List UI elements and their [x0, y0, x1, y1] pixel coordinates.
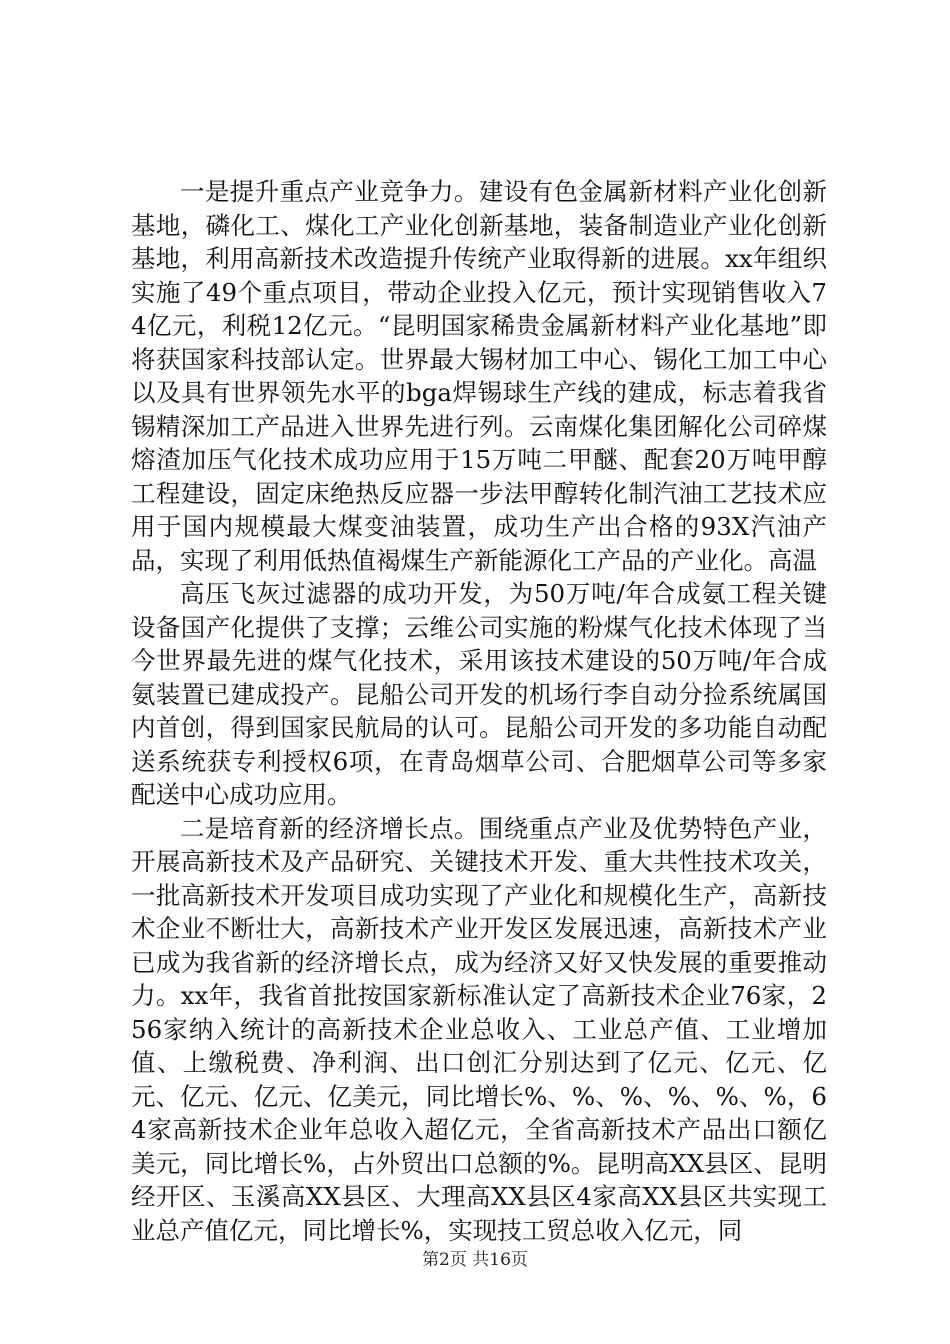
- paragraph-1: 一是提升重点产业竞争力。建设有色金属新材料产业化创新基地，磷化工、煤化工产业化创新基地，装备制造业产业化创新基地，利用高新技术改造提升传统产业取得新的进展。xx年组织实施了49个重点项目，带动企业投入亿元，预计实现销售收入74亿元，利税12亿元。“昆明国家稀贵金属新材料产业化基地”即将获国家科技部认定。世界最大锡材加工中心、锡化工加工中心以及具有世界领先水平的bga焊锡球生产线的建成，标志着我省锡精深加工产品进入世界先进行列。云南煤化集团解化公司碎煤熔渣加压气化技术成功应用于15万吨二甲醚、配套20万吨甲醇工程建设，固定床绝热反应器一步法甲醇转化制汽油工艺技术应用于国内规模最大煤变油装置，成功生产出合格的93X汽油产品，实现了利用低热值褐煤生产新能源化工产品的产业化。高温: [131, 177, 827, 575]
- page-number-footer: 第2页 共16页: [422, 1250, 528, 1270]
- paragraph-2: 高压飞灰过滤器的成功开发，为50万吨/年合成氨工程关键设备国产化提供了支撑；云维公司实施的粉煤气化技术体现了当今世界最先进的煤气化技术，采用该技术建设的50万吨/年合成氨装置已建成投产。昆船公司开发的机场行李自动分捡系统属国内首创，得到国家民航局的认可。昆船公司开发的多功能自动配送系统获专利授权6项，在青岛烟草公司、合肥烟草公司等多家配送中心成功应用。: [131, 579, 827, 809]
- document-body: [131, 175, 827, 1247]
- paragraph-3: 二是培育新的经济增长点。围绕重点产业及优势特色产业，开展高新技术及产品研究、关键技术开发、重大共性技术攻关，一批高新技术开发项目成功实现了产业化和规模化生产，高新技术企业不断壮大，高新技术产业开发区发展迅速，高新技术产业已成为我省新的经济增长点，成为经济又好又快发展的重要推动力。xx年，我省首批按国家新标准认定了高新技术企业76家，256家纳入统计的高新技术企业总收入、工业总产值、工业增加值、上缴税费、净利润、出口创汇分别达到了亿元、亿元、亿元、亿元、亿元、亿美元，同比增长%、%、%、%、%、%，64家高新技术企业年总收入超亿元，全省高新技术产品出口额亿美元，同比增长%，占外贸出口总额的%。昆明高XX县区、昆明经开区、玉溪高XX县区、大理高XX县区4家高XX县区共实现工业总产值亿元，同比增长%，实现技工贸总收入亿元，同: [131, 813, 827, 1245]
